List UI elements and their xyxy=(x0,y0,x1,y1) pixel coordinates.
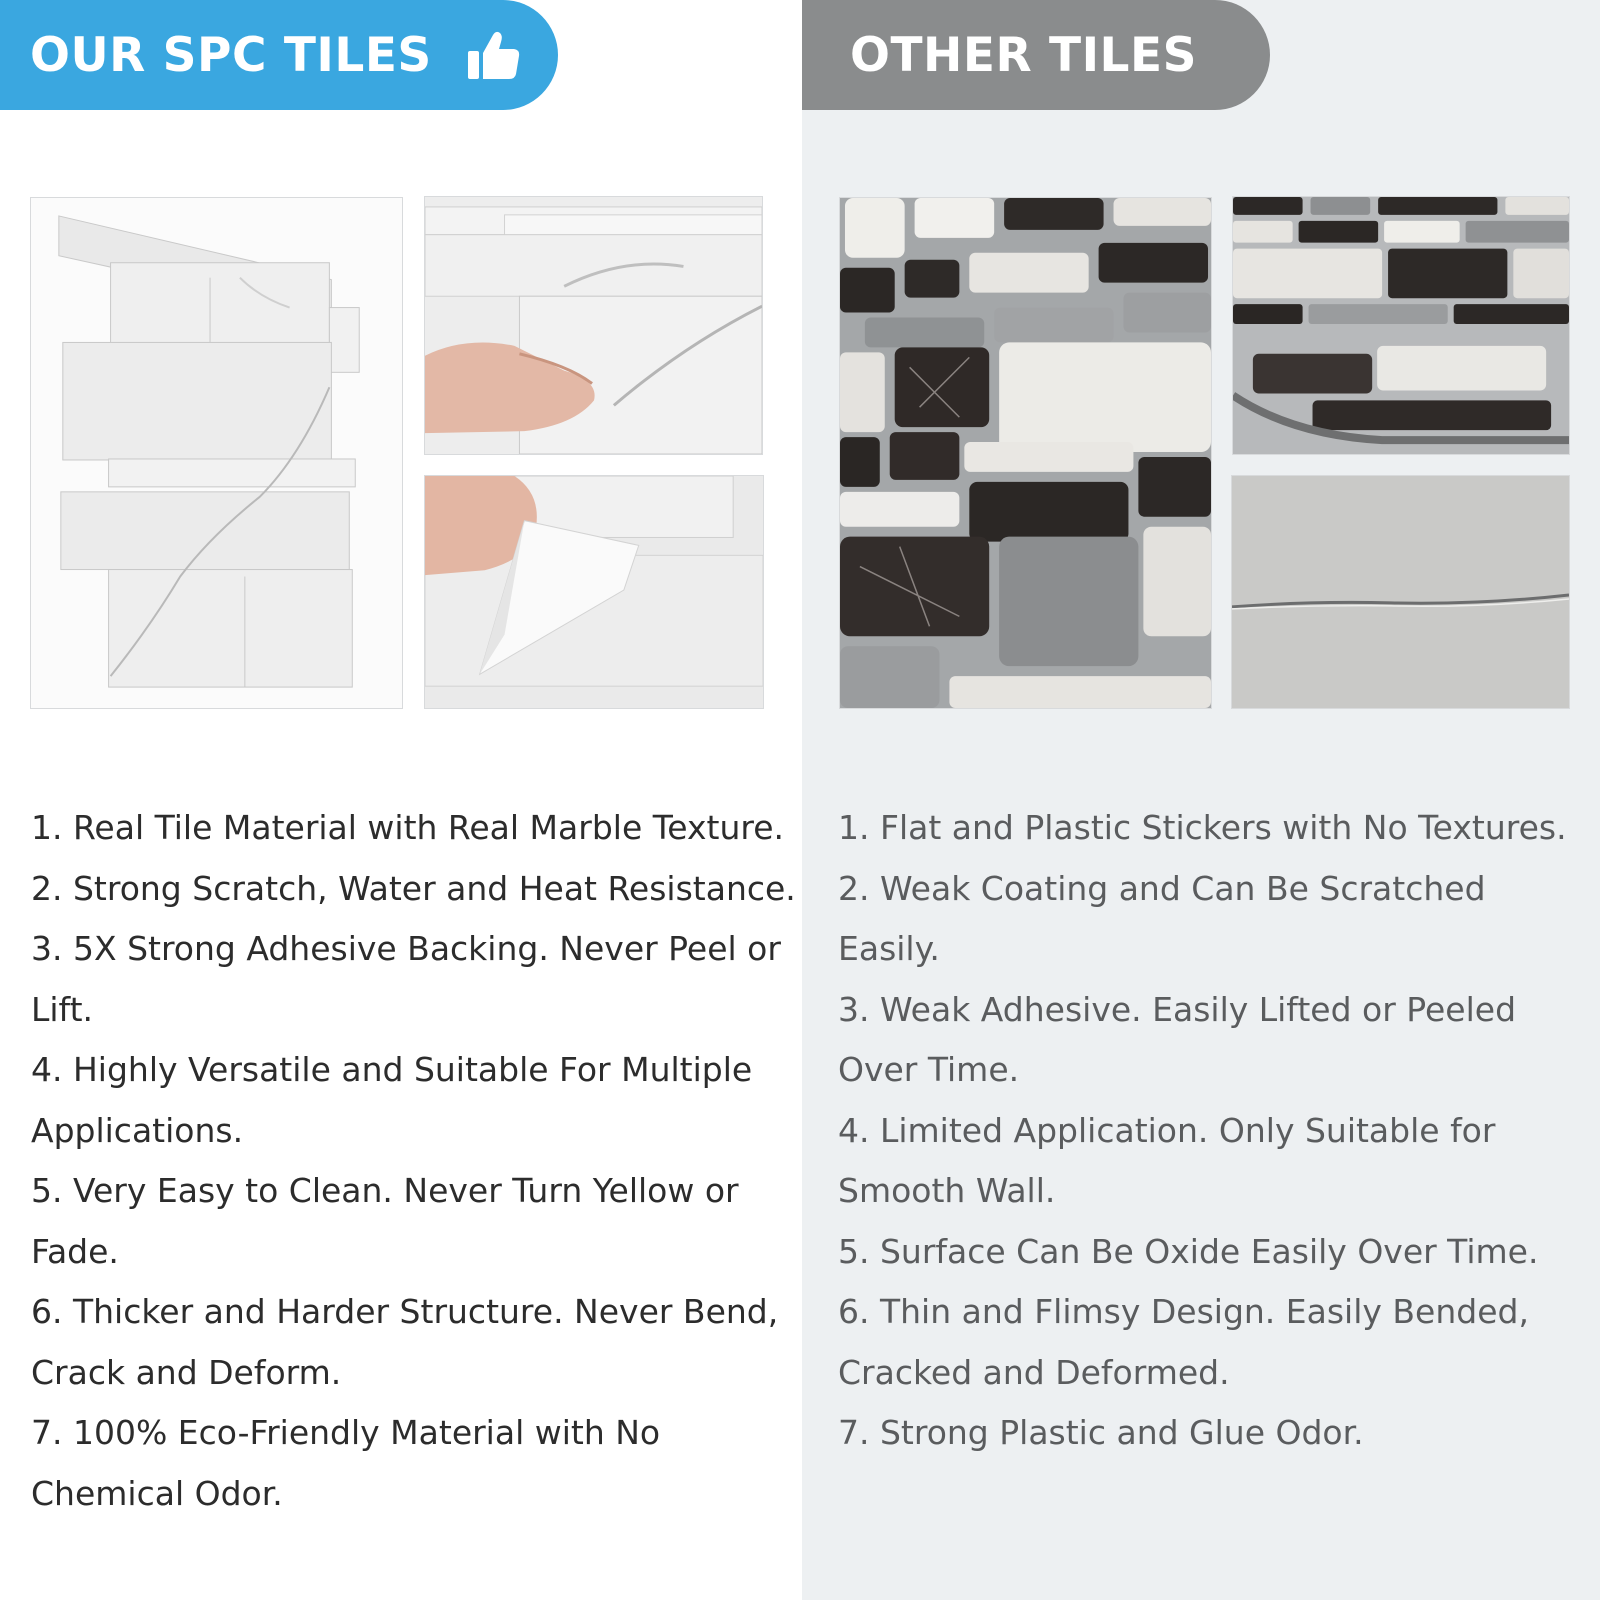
spc-feature-item: 5. Very Easy to Clean. Never Turn Yellow or Fade. xyxy=(31,1171,739,1271)
spc-feature-item: 2. Strong Scratch, Water and Heat Resistance. xyxy=(31,868,796,908)
spc-feature-item: 7. 100% Eco-Friendly Material with No Chemical Odor. xyxy=(31,1413,661,1513)
other-feature-item: 3. Weak Adhesive. Easily Lifted or Peeled Over Time. xyxy=(838,989,1517,1089)
other-feature-item: 6. Thin and Flimsy Design. Easily Bended, Cracked and Deformed. xyxy=(838,1292,1529,1392)
spc-tile-sheet-photo xyxy=(30,197,403,709)
spc-tiles-header-label: OUR SPC TILES xyxy=(30,27,432,83)
other-tile-crack-photo xyxy=(1231,475,1570,709)
other-feature-item: 4. Limited Application. Only Suitable for Smooth Wall. xyxy=(838,1110,1496,1210)
spc-feature-item: 3. 5X Strong Adhesive Backing. Never Peel or Lift. xyxy=(31,929,781,1029)
other-feature-item: 1. Flat and Plastic Stickers with No Textures. xyxy=(838,808,1567,847)
other-tiles-header xyxy=(802,0,1270,110)
spc-feature-item: 1. Real Tile Material with Real Marble Texture. xyxy=(31,808,785,847)
spc-tile-thickness-photo xyxy=(424,196,763,455)
other-tile-mosaic-photo xyxy=(839,197,1212,709)
spc-tile-adhesive-photo xyxy=(424,475,764,709)
other-tile-lifted-photo xyxy=(1232,196,1570,455)
spc-feature-item: 4. Highly Versatile and Suitable For Multiple Applications. xyxy=(31,1050,753,1150)
other-feature-item: 5. Surface Can Be Oxide Easily Over Time. xyxy=(838,1231,1539,1271)
thumbs-up-icon xyxy=(466,27,522,83)
other-tiles-header-label: OTHER TILES xyxy=(850,27,1197,83)
spc-tiles-feature-list xyxy=(31,798,801,1524)
other-feature-item: 2. Weak Coating and Can Be Scratched Easily. xyxy=(838,868,1486,968)
other-tiles-feature-list xyxy=(838,798,1578,1464)
spc-tiles-header xyxy=(0,0,558,110)
other-feature-item: 7. Strong Plastic and Glue Odor. xyxy=(838,1413,1364,1452)
spc-feature-item: 6. Thicker and Harder Structure. Never Bend, Crack and Deform. xyxy=(31,1292,779,1392)
